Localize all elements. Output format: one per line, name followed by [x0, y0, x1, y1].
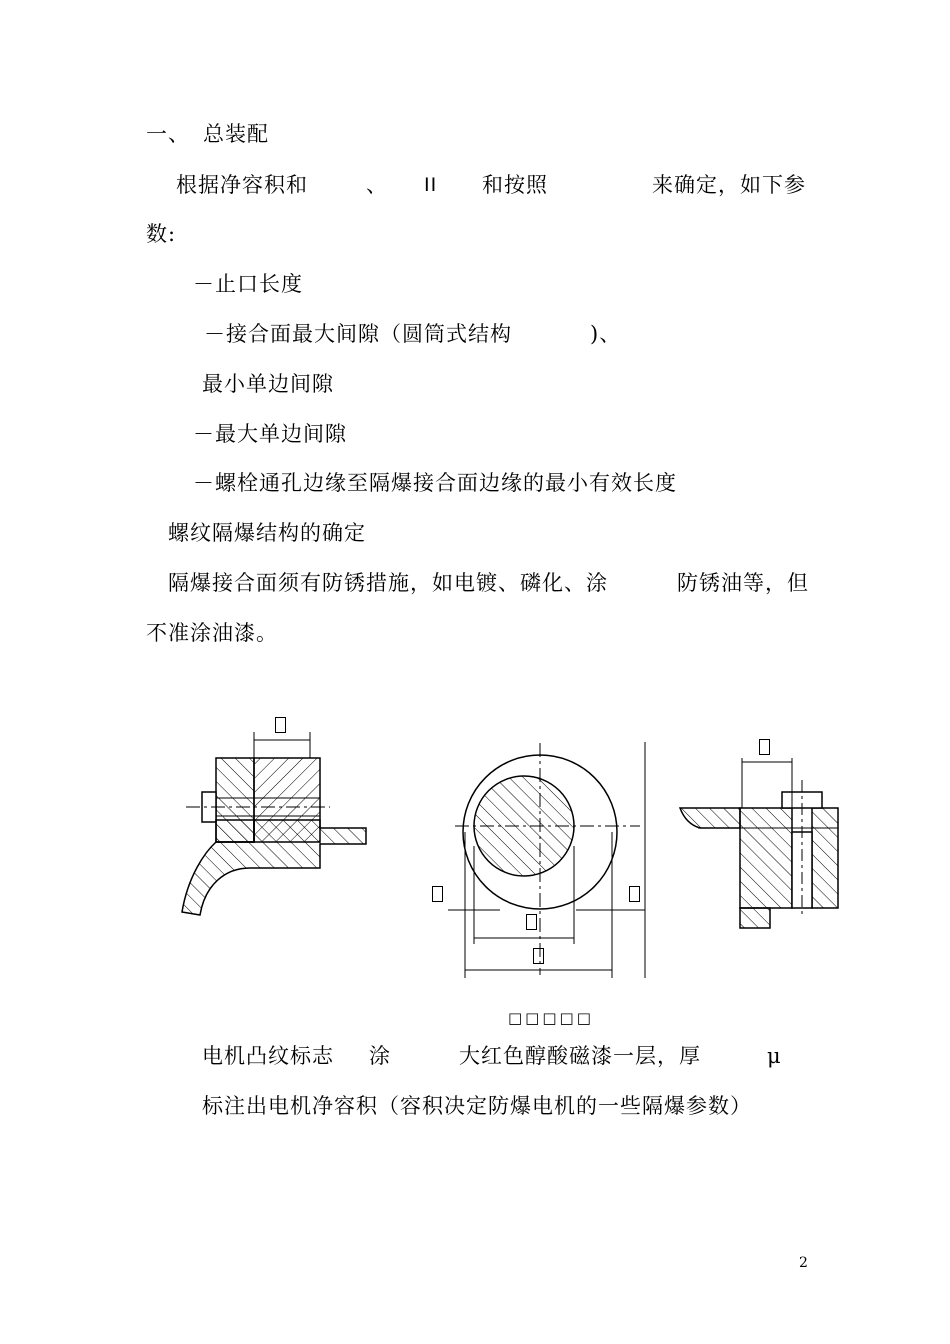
para1-text-b: 、: [366, 173, 388, 197]
dimension-label-box: [629, 886, 640, 902]
figure-caption: □□□□□: [508, 1009, 594, 1027]
thread-heading: 螺纹隔爆结构的确定: [168, 521, 366, 545]
para1-text-a: 根据净容积和: [176, 173, 308, 197]
para2-text-c: 不准涂油漆。: [146, 621, 278, 645]
para1-text-f: 数:: [146, 222, 177, 246]
right-bolt-drawing: [680, 758, 838, 928]
dimension-label-box: [526, 914, 537, 930]
list-item: －止口长度: [193, 272, 303, 296]
section-number: 一、: [146, 122, 190, 146]
volume-line: 标注出电机净容积（容积决定防爆电机的一些隔爆参数）: [202, 1094, 752, 1118]
list-item: 最小单边间隙: [202, 372, 334, 396]
motor-line-b: 涂: [369, 1044, 391, 1068]
list-item-tail: )、: [590, 322, 622, 346]
motor-line-d: μ: [767, 1044, 782, 1068]
page-number: 2: [799, 1255, 809, 1271]
dimension-label-box: [533, 948, 544, 964]
motor-line-a: 电机凸纹标志: [202, 1044, 334, 1068]
dimension-label-box: [432, 886, 443, 902]
left-joint-drawing: [182, 732, 366, 915]
list-item: －螺栓通孔边缘至隔爆接合面边缘的最小有效长度: [193, 471, 677, 495]
dimension-label-box: [275, 717, 286, 733]
center-bearing-drawing: [448, 742, 645, 978]
para1-text-e: 来确定，如下参: [652, 173, 806, 197]
para1-text-c: II: [424, 174, 438, 196]
section-title: 总装配: [203, 122, 269, 146]
para2-text-b: 防锈油等，但: [677, 571, 809, 595]
para2-text-a: 隔爆接合面须有防锈措施，如电镀、磷化、涂: [168, 571, 608, 595]
list-item: －最大单边间隙: [193, 422, 347, 446]
list-item: －接合面最大间隙（圆筒式结构: [204, 322, 512, 346]
motor-line-c: 大红色醇酸磁漆一层，厚: [459, 1044, 701, 1068]
para1-text-d: 和按照: [482, 173, 548, 197]
dimension-label-box: [759, 739, 770, 755]
